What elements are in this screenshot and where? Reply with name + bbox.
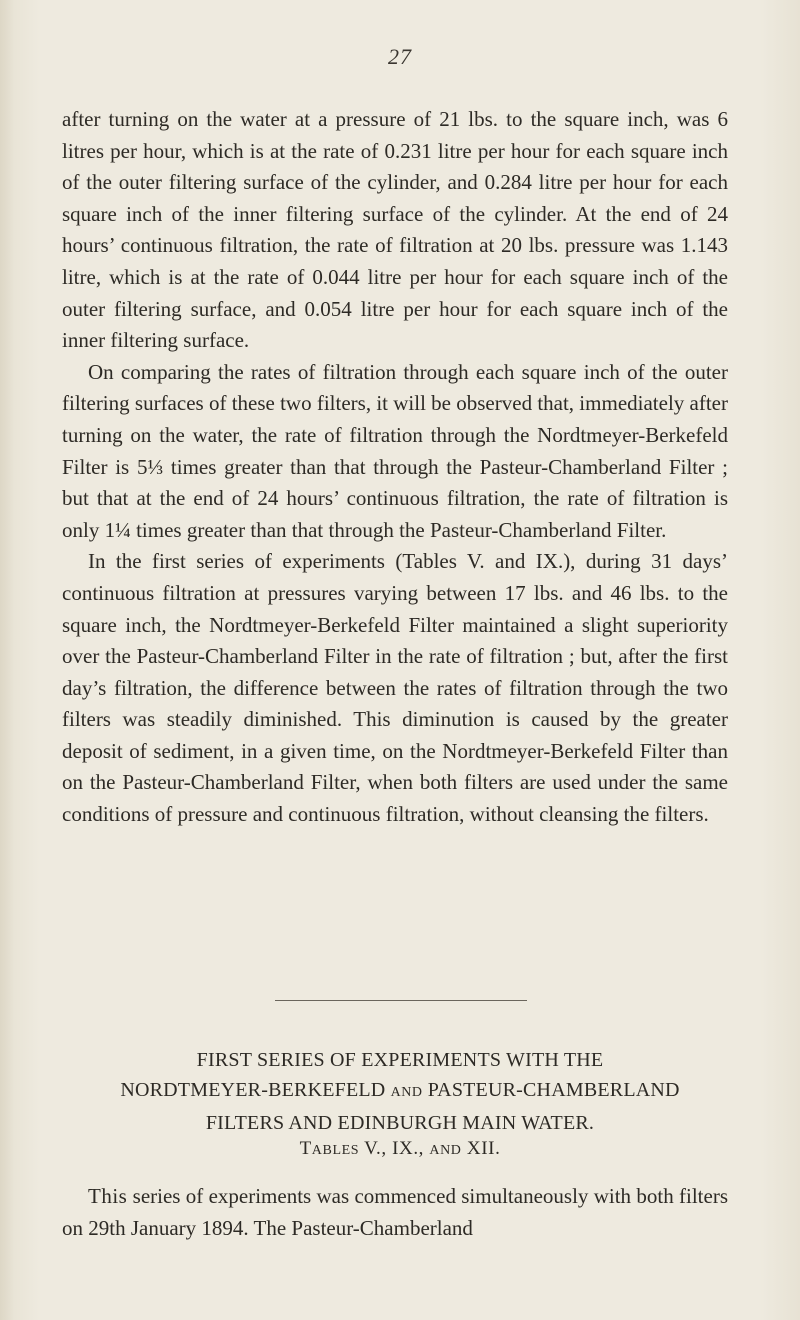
heading-filter-name: PASTEUR-CHAMBERLAND	[427, 1079, 680, 1101]
closing-text	[62, 1181, 728, 1244]
tables-initial: T	[299, 1138, 312, 1159]
opening-word: This	[88, 1184, 128, 1208]
tables-conjunction: AND	[429, 1143, 462, 1158]
body-text	[62, 104, 728, 831]
tables-numbers: XII.	[466, 1138, 501, 1159]
paragraph	[62, 1181, 728, 1244]
paragraph: In the first series of experiments (Tables V. and IX.), during 31 days’ continuous filtration at pressures varying between 17 lbs. and 46 lbs. to the square inch, the Nordtmeyer-Berkefeld Filter maintained a slight superiority over the Pasteur-Chamberland Filter in the rate of filtration ; but, after the first day’s filtration, the difference between the rates of filtration through the two filters was steadily diminished. This diminution is caused by the greater deposit of sediment, in a given time, on the Nordtmeyer-Berkefeld Filter than on the Pasteur-Chamberland Filter, when both filters are used under the same conditions of pressure and continuous filtration, without cleansing the filters.	[62, 549, 728, 827]
page-edge-shadow	[0, 0, 14, 1320]
heading-line: FILTERS AND EDINBURGH MAIN WATER.	[205, 1112, 595, 1134]
tables-reference	[0, 1138, 800, 1160]
tables-numbers: V., IX.,	[364, 1138, 425, 1159]
section-divider	[275, 1000, 527, 1001]
heading-conjunction: AND	[390, 1085, 423, 1100]
page-number: 27	[388, 44, 412, 69]
paragraph-text: series of experiments was commenced simultaneously with both filters on 29th January 1894. The Pasteur-Chamberland	[62, 1184, 728, 1240]
heading-line	[40, 1075, 760, 1108]
tables-word: ABLES	[311, 1143, 360, 1158]
paragraph: after turning on the water at a pressure of 21 lbs. to the square inch, was 6 litres per hour, which is at the rate of 0.231 litre per hour for each square inch of the outer filtering surface of the cylinder, and 0.284 litre per hour for each square inch of the inner filtering surface of the cylinder. At the end of 24 hours’ continuous filtration, the rate of filtration at 20 lbs. pressure was 1.143 litre, which is at the rate of 0.044 litre per hour for each square inch of the outer filtering surface, and 0.054 litre per hour for each square inch of the inner filtering surface.	[62, 107, 728, 353]
section-heading	[40, 1045, 760, 1138]
heading-line: FIRST SERIES OF EXPERIMENTS WITH THE	[196, 1049, 604, 1071]
paragraph: On comparing the rates of filtration through each square inch of the outer filtering surfaces of these two filters, it will be observed that, immediately after turning on the water, the rate of filtration through the Nordtmeyer-Berkefeld Filter is 5⅓ times greater than that through the Pasteur-Chamberland Filter ; but that at the end of 24 hours’ continuous filtration, the rate of filtration is only 1¼ times greater than that through the Pasteur-Chamberland Filter.	[62, 359, 728, 542]
heading-filter-name: NORDTMEYER-BERKEFELD	[120, 1079, 386, 1101]
